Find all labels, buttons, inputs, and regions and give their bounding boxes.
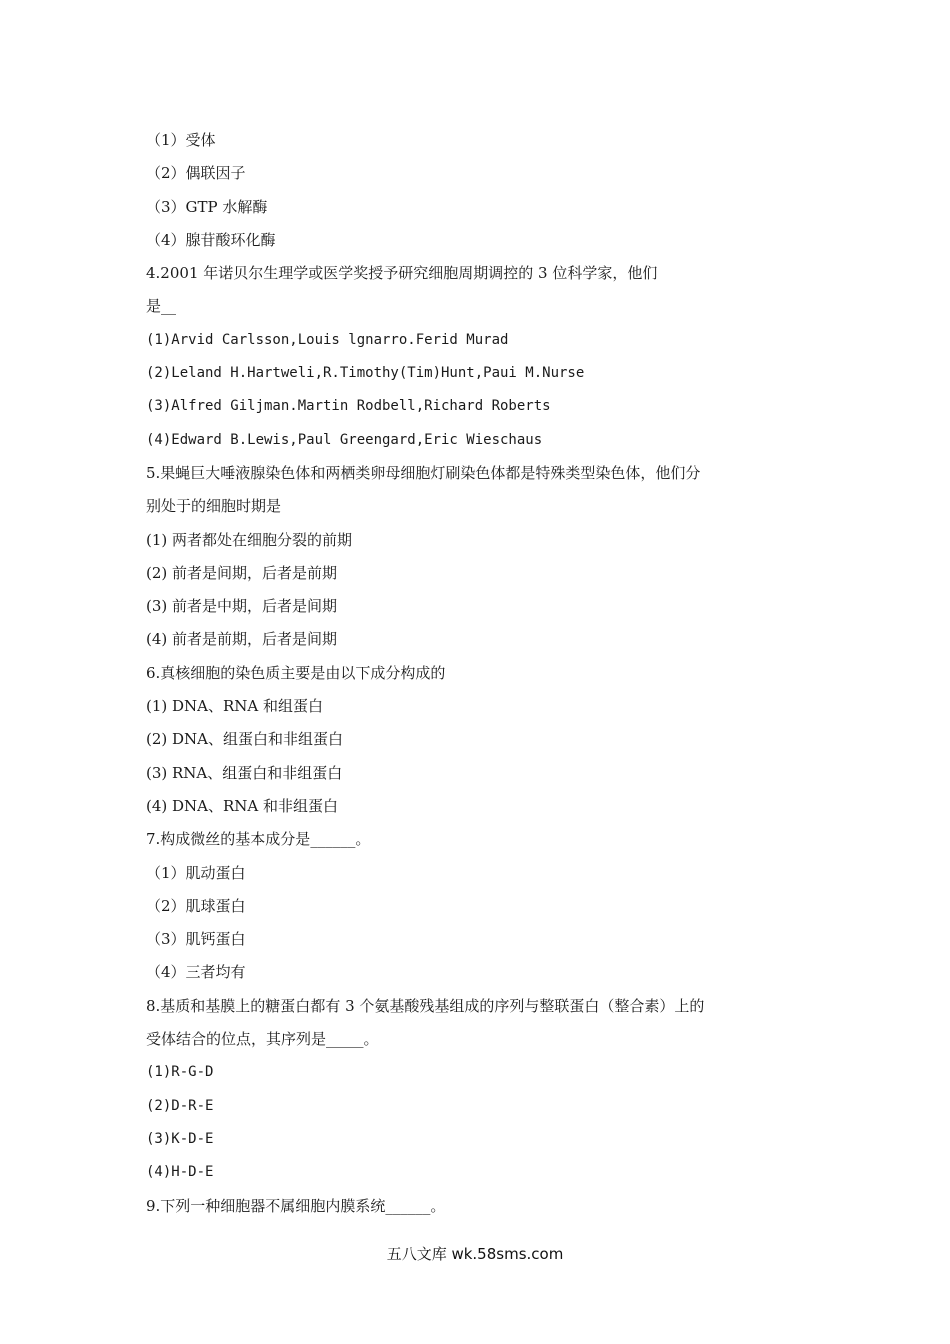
option-line: （4）腺苷酸环化酶: [146, 230, 276, 249]
page-footer: 五八文库 wk.58sms.com: [386, 1245, 564, 1263]
option-line: (1)Arvid Carlsson,Louis lgnarro.Ferid Murad: [146, 331, 509, 348]
option-line: (1)R-G-D: [146, 1064, 214, 1081]
option-line: （1）肌动蛋白: [146, 863, 246, 882]
option-line: (1) DNA、RNA 和组蛋白: [146, 697, 324, 716]
option-line: (2)D-R-E: [146, 1097, 214, 1114]
question-line: 4.2001 年诺贝尔生理学或医学奖授予研究细胞周期调控的 3 位科学家，他们: [146, 264, 658, 283]
option-line: (3)K-D-E: [146, 1130, 214, 1147]
option-line: (4)Edward B.Lewis,Paul Greengard,Eric Wieschaus: [146, 431, 543, 448]
option-line: (2)Leland H.Hartweli,R.Timothy(Tim)Hunt,Paui M.Nurse: [146, 365, 585, 382]
option-line: (4)H-D-E: [146, 1164, 214, 1181]
option-line: (3)Alfred Giljman.Martin Rodbell,Richard Roberts: [146, 398, 551, 415]
option-line: （2）肌球蛋白: [146, 896, 246, 915]
option-line: （1）受体: [146, 131, 216, 149]
option-line: （2）偶联因子: [146, 164, 246, 183]
question-line: 8.基质和基膜上的糖蛋白都有 3 个氨基酸残基组成的序列与整联蛋白（整合素）上的: [146, 996, 705, 1015]
question-line: 7.构成微丝的基本成分是______。: [146, 830, 371, 849]
question-line: 是__: [146, 297, 177, 316]
option-line: (4) DNA、RNA 和非组蛋白: [146, 796, 339, 815]
option-line: (3) 前者是中期，后者是间期: [146, 597, 338, 616]
option-line: （4）三者均有: [146, 963, 246, 982]
question-line: 5.果蝇巨大唾液腺染色体和两栖类卵母细胞灯刷染色体都是特殊类型染色体，他们分: [146, 463, 701, 482]
option-line: （3）GTP 水解酶: [146, 197, 268, 216]
question-line: 受体结合的位点，其序列是_____。: [146, 1030, 379, 1049]
question-line: 别处于的细胞时期是: [146, 497, 282, 516]
option-line: (4) 前者是前期，后者是间期: [146, 630, 338, 649]
option-line: (1) 两者都处在细胞分裂的前期: [146, 530, 353, 549]
option-line: (2) DNA、组蛋白和非组蛋白: [146, 730, 344, 749]
document-body: [146, 124, 786, 1223]
question-line: 6.真核细胞的染色质主要是由以下成分构成的: [146, 663, 446, 682]
option-line: (2) 前者是间期，后者是前期: [146, 563, 338, 582]
option-line: （3）肌钙蛋白: [146, 930, 246, 949]
option-line: (3) RNA、组蛋白和非组蛋白: [146, 763, 343, 782]
question-line: 9.下列一种细胞器不属细胞内膜系统______。: [146, 1196, 446, 1215]
